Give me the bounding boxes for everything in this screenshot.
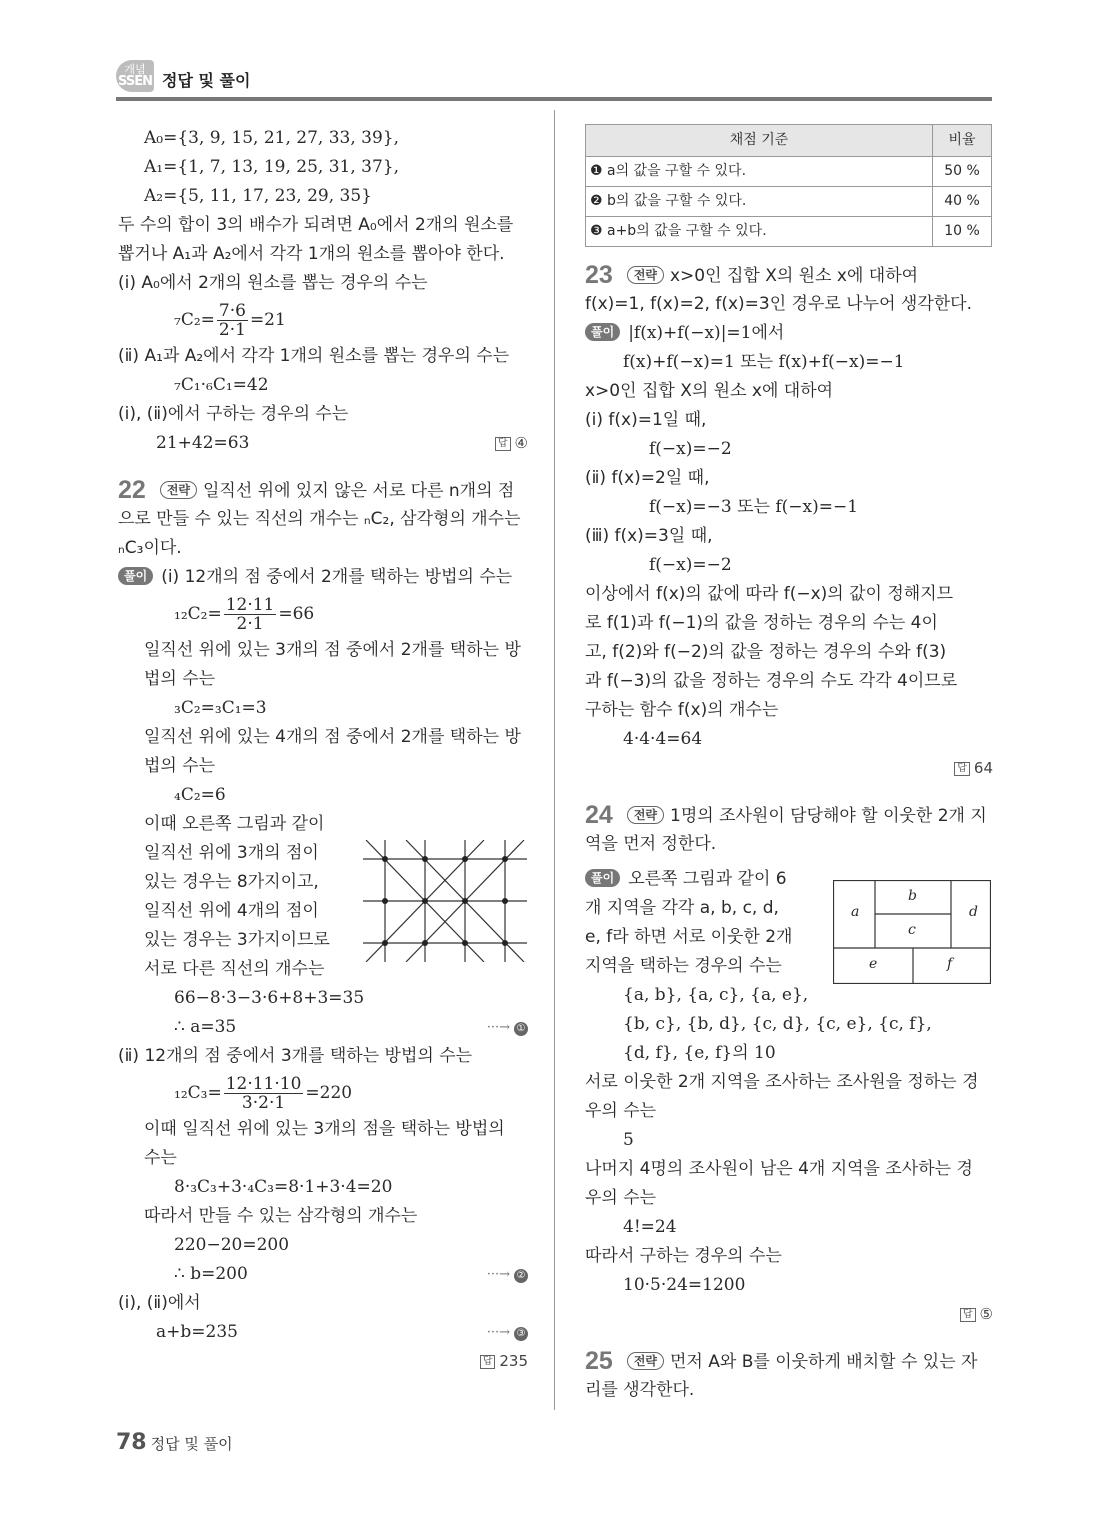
left-column: [118, 124, 528, 1376]
strategy-tag: 전략: [627, 266, 664, 284]
point: [422, 856, 428, 862]
eq-s1: [118, 592, 528, 636]
strategy-tag: 전략: [627, 1352, 664, 1370]
score-mark-3: ···→ ③: [487, 1318, 528, 1347]
rate-cell: 10 %: [933, 217, 992, 247]
eq: f(−x)=−2: [649, 439, 732, 459]
answer-value: 235: [499, 1352, 528, 1370]
table-row: [586, 157, 992, 187]
text-line: 이때 일직선 위에 있는 3개의 점을 택하는 방법의: [144, 1119, 505, 1139]
eq: f(−x)=−3 또는 f(−x)=−1: [649, 497, 859, 517]
question-number: 22: [118, 476, 146, 504]
case-3: (ⅰ), (ⅱ)에서 구하는 경우의 수는: [118, 404, 349, 424]
page-footer: [116, 1430, 233, 1455]
criteria-cell: ❷ b의 값을 구할 수 있다.: [586, 187, 933, 217]
table-row: [586, 217, 992, 247]
eq-rhs: =21: [249, 310, 286, 330]
scoring-table: [585, 124, 992, 247]
fraction: [224, 596, 277, 633]
eq-lhs: ₁₂C₃=: [174, 1083, 222, 1103]
point: [382, 898, 388, 904]
solution-tag: 풀이: [585, 323, 620, 341]
logo-bottom: SSEN: [118, 74, 152, 89]
text: 오른쪽 그림과 같이 6: [628, 869, 787, 889]
case-ii: (ⅱ) 12개의 점 중에서 3개를 택하는 방법의 수는: [118, 1046, 473, 1066]
region-a: a: [851, 904, 860, 920]
case-2: (ⅱ) f(x)=2일 때,: [585, 468, 710, 488]
text-line: (ⅰ), (ⅱ)에서: [118, 1293, 201, 1313]
eq: f(x)+f(−x)=1 또는 f(x)+f(−x)=−1: [623, 352, 905, 372]
score-mark-2: ···→ ②: [487, 1260, 528, 1289]
point: [502, 856, 508, 862]
text-line: 따라서 만들 수 있는 삼각형의 개수는: [144, 1206, 418, 1226]
result-a: [118, 1013, 528, 1042]
numerator: 7·6: [218, 301, 246, 321]
point: [462, 856, 468, 862]
q22-heading: [118, 476, 528, 505]
text: |f(x)+f(−x)|=1에서: [628, 323, 785, 343]
text-line: 이상에서 f(x)의 값에 따라 f(−x)의 값이 정해지므: [585, 584, 954, 604]
right-column: [585, 124, 993, 1405]
text-line: 나머지 4명의 조사원이 남은 4개 지역을 조사하는 경: [585, 1159, 973, 1179]
page-number: 78: [116, 1430, 147, 1455]
solution-tag: 풀이: [585, 869, 620, 887]
region-d: d: [969, 904, 978, 920]
lines-figure: [363, 840, 527, 962]
criteria-cell: ❶ a의 값을 구할 수 있다.: [586, 157, 933, 187]
eq-text: ∴ a=35: [174, 1017, 237, 1037]
point: [502, 940, 508, 946]
case-2: (ⅱ) A₁과 A₂에서 각각 1개의 원소를 뽑는 경우의 수는: [118, 346, 510, 366]
header-title: 정답 및 풀이: [162, 71, 251, 90]
text-line: 우의 수는: [585, 1188, 657, 1208]
text-line: 리를 생각한다.: [585, 1380, 695, 1400]
text-line: e, f라 하면 서로 이웃한 2개: [585, 927, 793, 947]
region-f: f: [947, 956, 953, 972]
answer-21: [495, 429, 528, 458]
solution-start: [585, 319, 993, 348]
point: [502, 898, 508, 904]
eq: {b, c}, {b, d}, {c, d}, {c, e}, {c, f},: [623, 1014, 932, 1034]
eq: 4·4·4=64: [623, 729, 703, 749]
strategy-tag: 전략: [160, 481, 197, 499]
question-number: 25: [585, 1347, 613, 1375]
set-a1: A₁={1, 7, 13, 19, 25, 31, 37},: [144, 157, 400, 177]
eq-c1: [118, 298, 528, 342]
point: [382, 856, 388, 862]
set-a2: A₂={5, 11, 17, 23, 29, 35}: [144, 186, 372, 206]
q24-heading: [585, 801, 993, 830]
region-labels: [833, 880, 991, 984]
point: [422, 898, 428, 904]
q24-text: 1명의 조사원이 담당해야 할 이웃한 2개 지: [670, 806, 987, 826]
answer-box: 답: [954, 762, 970, 776]
set-a0: A₀={3, 9, 15, 21, 27, 33, 39},: [144, 128, 400, 148]
text-line: 으로 만들 수 있는 직선의 개수는 ₙC₂, 삼각형의 개수는: [118, 509, 521, 529]
case-1: (ⅰ) f(x)=1일 때,: [585, 410, 707, 430]
text-line: 역을 먼저 정한다.: [585, 834, 717, 854]
q23-heading: [585, 261, 993, 290]
answer-value: 64: [973, 759, 993, 777]
table-row: [586, 187, 992, 217]
header-rule: [116, 97, 992, 101]
solution-tag: 풀이: [118, 567, 153, 585]
answer-24: [585, 1300, 993, 1329]
eq: f(−x)=−2: [649, 555, 732, 575]
q23-text: x>0인 집합 X의 원소 x에 대하여: [670, 266, 919, 286]
case-3: (ⅲ) f(x)=3일 때,: [585, 526, 713, 546]
text-line: 수는: [144, 1148, 177, 1168]
text-line: 우의 수는: [585, 1101, 657, 1121]
rate-cell: 40 %: [933, 187, 992, 217]
footer-text: 정답 및 풀이: [150, 1435, 233, 1453]
text-line: 따라서 구하는 경우의 수는: [585, 1246, 782, 1266]
text-line: 로 f(1)과 f(−1)의 값을 정하는 경우의 수는 4이: [585, 613, 938, 633]
text-line: 서로 이웃한 2개 지역을 조사하는 조사원을 정하는 경: [585, 1072, 979, 1092]
text-line: 있는 경우는 8가지이고,: [144, 872, 319, 892]
q25-text: 먼저 A와 B를 이웃하게 배치할 수 있는 자: [670, 1352, 978, 1372]
region-e: e: [869, 956, 878, 972]
point: [422, 940, 428, 946]
page-header: [116, 58, 996, 98]
strategy-tag: 전략: [627, 806, 664, 824]
mark-number: ①: [514, 1022, 528, 1036]
region-b: b: [908, 888, 917, 904]
logo-top: 개념: [124, 63, 146, 76]
numerator: 12·11·10: [225, 1074, 302, 1094]
eq-s4: 66−8·3−3·6+8+3=35: [174, 988, 365, 1008]
point: [462, 940, 468, 946]
eq: {a, b}, {a, c}, {a, e},: [623, 985, 809, 1005]
text-line: ₙC₃이다.: [118, 538, 182, 558]
rate-cell: 50 %: [933, 157, 992, 187]
text-line: 법의 수는: [144, 669, 216, 689]
score-mark-1: ···→ ①: [487, 1013, 528, 1042]
eq: {d, f}, {e, f}의 10: [623, 1043, 776, 1063]
mark-number: ③: [514, 1327, 528, 1341]
denominator: 3·2·1: [241, 1093, 286, 1113]
result-b: [118, 1260, 528, 1289]
eq-text: ∴ b=200: [174, 1264, 248, 1284]
eq-lhs: ₇C₂=: [174, 310, 215, 330]
fraction: [224, 1075, 304, 1112]
text-line: x>0인 집합 X의 원소 x에 대하여: [585, 381, 834, 401]
text-line: f(x)=1, f(x)=2, f(x)=3인 경우로 나누어 생각한다.: [585, 294, 972, 314]
answer-box: 답: [495, 437, 511, 451]
eq: 4!=24: [623, 1217, 677, 1237]
table-header-criteria: 채점 기준: [586, 125, 933, 157]
eq: 10·5·24=1200: [623, 1275, 746, 1295]
eq-s5: [118, 1071, 528, 1115]
eq: 5: [623, 1130, 634, 1150]
result-sum: [118, 1318, 528, 1347]
ssen-logo: [116, 60, 154, 92]
text-line: 일직선 위에 4개의 점이: [144, 901, 319, 921]
text-line: 뽑거나 A₁과 A₂에서 각각 1개의 원소를 뽑아야 한다.: [118, 244, 505, 264]
numerator: 12·11: [225, 595, 275, 615]
table-header-rate: 비율: [933, 125, 992, 157]
point: [462, 898, 468, 904]
denominator: 2·1: [236, 614, 264, 634]
text-line: 있는 경우는 3가지이므로: [144, 930, 330, 950]
answer-box: 답: [480, 1355, 496, 1369]
text-line: 과 f(−3)의 값을 정하는 경우의 수도 각각 4이므로: [585, 671, 958, 691]
answer-23: [585, 754, 993, 783]
eq-text: 21+42=63: [156, 433, 250, 453]
answer-value: ④: [514, 434, 528, 452]
q22-text: 일직선 위에 있지 않은 서로 다른 n개의 점: [203, 481, 515, 501]
text-line: 법의 수는: [144, 756, 216, 776]
text: (ⅰ) 12개의 점 중에서 2개를 택하는 방법의 수는: [161, 567, 513, 587]
answer-22: [118, 1347, 528, 1376]
question-number: 24: [585, 801, 613, 829]
column-divider: [554, 110, 555, 1410]
text-line: 일직선 위에 있는 3개의 점 중에서 2개를 택하는 방: [144, 640, 521, 660]
region-c: c: [908, 922, 916, 938]
solution-start: [118, 563, 528, 592]
case-1: (ⅰ) A₀에서 2개의 원소를 뽑는 경우의 수는: [118, 273, 428, 293]
criteria-cell: ❸ a+b의 값을 구할 수 있다.: [586, 217, 933, 247]
q25-heading: [585, 1347, 993, 1376]
eq-s3: ₄C₂=6: [174, 785, 226, 805]
eq-c3: [118, 429, 528, 458]
eq-s6: 8·₃C₃+3·₄C₃=8·1+3·4=20: [174, 1177, 393, 1197]
text-line: 개 지역을 각각 a, b, c, d,: [585, 898, 779, 918]
denominator: 2·1: [218, 320, 246, 340]
text-line: 서로 다른 직선의 개수는: [144, 959, 325, 979]
question-number: 23: [585, 261, 613, 289]
text-line: 일직선 위에 있는 4개의 점 중에서 2개를 택하는 방: [144, 727, 521, 747]
eq-text: a+b=235: [156, 1322, 238, 1342]
eq-lhs: ₁₂C₂=: [174, 604, 222, 624]
text-line: 고, f(2)와 f(−2)의 값을 정하는 경우의 수와 f(3): [585, 642, 947, 662]
mark-number: ②: [514, 1269, 528, 1283]
text-line: 일직선 위에 3개의 점이: [144, 843, 319, 863]
eq-rhs: =66: [278, 604, 315, 624]
answer-value: ⑤: [979, 1305, 993, 1323]
eq-c2: ₇C₁·₆C₁=42: [174, 375, 269, 395]
eq-s7: 220−20=200: [174, 1235, 290, 1255]
answer-box: 답: [960, 1308, 976, 1322]
text-line: 두 수의 합이 3의 배수가 되려면 A₀에서 2개의 원소를: [118, 215, 514, 235]
eq-rhs: =220: [305, 1083, 353, 1103]
fraction: [217, 302, 248, 339]
text-line: 지역을 택하는 경우의 수는: [585, 956, 782, 976]
point: [382, 940, 388, 946]
eq-s2: ₃C₂=₃C₁=3: [174, 698, 267, 718]
text-line: 이때 오른쪽 그림과 같이: [144, 814, 325, 834]
text-line: 구하는 함수 f(x)의 개수는: [585, 700, 779, 720]
